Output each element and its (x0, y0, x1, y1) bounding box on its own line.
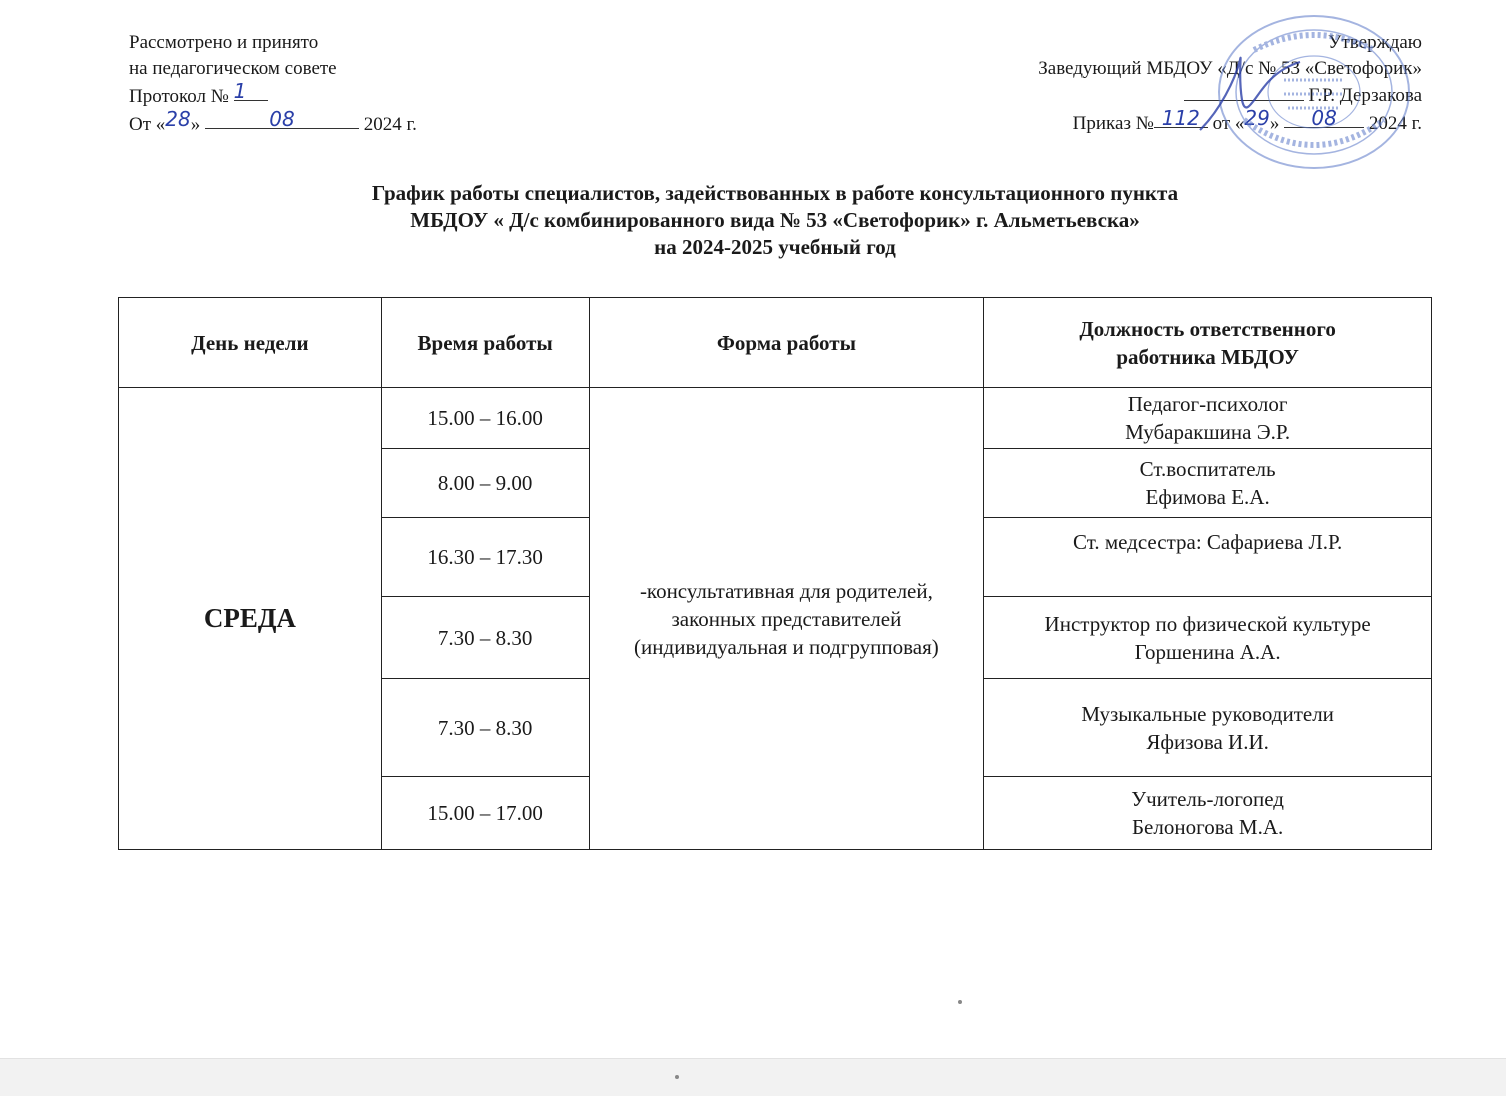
time-cell: 16.30 – 17.30 (381, 518, 589, 597)
employee-name: Мубаракшина Э.Р. (1125, 420, 1291, 444)
position-cell (984, 777, 1432, 850)
scan-edge (0, 1058, 1506, 1096)
director-signature (1180, 40, 1320, 140)
employee-name: Яфизова И.И. (1146, 729, 1269, 754)
schedule-table (118, 297, 1432, 850)
employee-name: Горшенина А.А. (1134, 639, 1281, 664)
order-day: 29 (1244, 106, 1270, 130)
approval-left-line1: Рассмотрено и принято (129, 32, 319, 53)
header-day: День недели (119, 298, 382, 388)
position-title: Учитель-логопед (1131, 787, 1284, 811)
scan-speck (958, 1000, 962, 1004)
position-title: Музыкальные руководители (1081, 701, 1334, 726)
time-cell: 7.30 – 8.30 (381, 679, 589, 777)
document-title (118, 180, 1432, 261)
title-line3: на 2024-2025 учебный год (654, 235, 896, 259)
protocol-line (129, 79, 549, 110)
date-month: 08 (269, 107, 295, 131)
protocol-number: 1 (233, 79, 247, 103)
table-row (119, 388, 1432, 449)
position-cell (984, 597, 1432, 679)
order-prefix: Приказ № (1072, 113, 1154, 134)
position-cell (984, 518, 1432, 597)
scan-speck (675, 1075, 679, 1079)
title-line2: МБДОУ « Д/с комбинированного вида № 53 «Светофорик» г. Альметьевска» (410, 208, 1140, 232)
date-year: 2024 г. (363, 114, 417, 135)
order-date-label: от « (1212, 113, 1245, 134)
order-year: 2024 г. (1368, 113, 1422, 134)
approval-left-line2: на педагогическом совете (129, 58, 337, 79)
date-mid: » (190, 114, 201, 135)
position-title: Педагог-психолог (1127, 392, 1288, 416)
employee-name: Ефимова Е.А. (1145, 485, 1270, 509)
title-line1: График работы специалистов, задействованных в работе консультационного пункта (371, 181, 1179, 205)
director-name: Г.Р. Дерзакова (1308, 85, 1422, 106)
approval-block-left (129, 30, 549, 138)
position-title: Ст. медсестра: Сафариева Л.Р. (1073, 530, 1343, 554)
order-month: 08 (1311, 106, 1337, 130)
approval-right-line1: Утверждаю (1328, 32, 1422, 53)
date-day: 28 (165, 107, 191, 131)
position-cell (984, 449, 1432, 518)
date-prefix: От « (129, 114, 166, 135)
table-header-row (119, 298, 1432, 388)
time-cell: 15.00 – 16.00 (381, 388, 589, 449)
position-title: Ст.воспитатель (1139, 457, 1276, 481)
time-cell: 7.30 – 8.30 (381, 597, 589, 679)
header-time: Время работы (381, 298, 589, 388)
approval-right-line2: Заведующий МБДОУ «Д/с № 53 «Светофорик» (1038, 58, 1422, 79)
header-form: Форма работы (589, 298, 984, 388)
day-cell: СРЕДА (119, 388, 382, 850)
protocol-label: Протокол № (129, 86, 229, 107)
order-mid: » (1269, 113, 1280, 134)
order-number: 112 (1161, 106, 1200, 130)
header-position: Должность ответственного работника МБДОУ (984, 298, 1432, 388)
position-cell (984, 679, 1432, 777)
form-of-work-cell: -консультативная для родителей, законных представителей (индивидуальная и подгрупповая) (589, 388, 984, 850)
position-title: Инструктор по физической культуре (1044, 611, 1371, 636)
time-cell: 8.00 – 9.00 (381, 449, 589, 518)
protocol-date-line (129, 107, 549, 138)
time-cell: 15.00 – 17.00 (381, 777, 589, 850)
position-cell (984, 388, 1432, 449)
employee-name: Белоногова М.А. (1132, 815, 1284, 839)
